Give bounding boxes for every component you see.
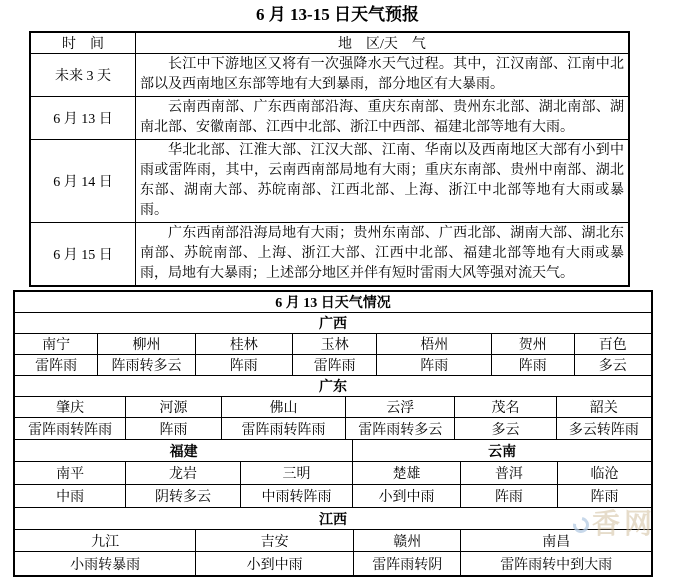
province-label: 云南: [488, 444, 517, 460]
weather-cell: 阵雨: [126, 418, 221, 439]
daily-title-row: [15, 292, 651, 313]
province-row-guangxi: [15, 313, 651, 334]
weather-cell: 阵雨转多云: [98, 355, 195, 375]
weather-cell: 雷阵雨: [15, 355, 98, 375]
city-cell: 南宁: [15, 334, 98, 354]
city-cell: 临沧: [590, 467, 619, 482]
city-cell: 韶关: [589, 401, 618, 416]
province-label: 江西: [319, 512, 347, 528]
province-label: 广西: [319, 317, 347, 332]
province-row-jiangxi: [15, 508, 651, 530]
watermark-text: 香网: [592, 509, 657, 540]
forecast-header-row: [31, 33, 628, 54]
forecast-text-cell: [136, 97, 628, 139]
time-cell: 6 月 14 日: [31, 140, 136, 222]
city-cell: 云浮: [346, 397, 455, 417]
province-row-fujian-yunnan: [15, 440, 651, 462]
province-label: 福建: [15, 440, 353, 461]
weather-cell: 中雨: [15, 485, 126, 507]
weather-row-fujian-yunnan: [15, 485, 651, 508]
daily-title: 6 月 13 日天气情况: [275, 296, 391, 311]
city-row-jiangxi: [15, 530, 651, 552]
forecast-text: 华北北部、江淮大部、江汉大部、江南、华南以及西南地区大部有小到中雨或雷阵雨，其中，云南西南部局地有大雨；重庆东南部、贵州中南部、湖北东部、湖南大部、苏皖南部、江西北部、上海、浙江中北部等地有大雨或暴雨。: [140, 143, 624, 218]
city-row-guangxi: [15, 334, 651, 355]
city-cell: 普洱: [461, 462, 558, 484]
forecast-table: [29, 31, 630, 287]
forecast-row-jun14: [31, 140, 628, 223]
weather-cell: 阴转多云: [126, 485, 240, 507]
city-cell: 梧州: [377, 334, 491, 354]
weather-cell: 多云: [455, 418, 557, 439]
city-cell: 柳州: [98, 334, 195, 354]
forecast-text-cell: [136, 140, 628, 222]
city-cell: 肇庆: [15, 397, 126, 417]
forecast-text-cell: [136, 223, 628, 285]
city-cell: 佛山: [222, 397, 347, 417]
weather-cell: 小到中雨: [196, 552, 354, 575]
province-label: 广东: [319, 380, 347, 395]
weather-cell: 雷阵雨转多云: [346, 418, 455, 439]
weather-cell: 雷阵雨转阵雨: [222, 418, 347, 439]
city-row-fujian-yunnan: [15, 462, 651, 485]
city-cell: 楚雄: [353, 462, 460, 484]
weather-row-guangdong: [15, 418, 651, 440]
city-cell: 吉安: [196, 530, 354, 551]
city-cell: 三明: [241, 462, 354, 484]
city-cell: 百色: [598, 338, 627, 353]
weather-cell: 多云转阵雨: [568, 422, 639, 438]
city-cell: 南平: [15, 462, 126, 484]
forecast-text-cell: [136, 54, 628, 96]
weather-cell: 阵雨: [377, 355, 491, 375]
weather-cell: 雷阵雨转阵雨: [15, 418, 126, 439]
weather-cell: 阵雨: [196, 355, 293, 375]
city-row-guangdong: [15, 397, 651, 418]
forecast-header-time: 时 间: [31, 33, 136, 53]
forecast-row-jun13: [31, 97, 628, 140]
weather-cell: 中雨转阵雨: [241, 485, 354, 507]
province-row-guangdong: [15, 376, 651, 397]
daily-weather-table: [13, 290, 653, 577]
time-cell: 6 月 15 日: [31, 223, 136, 285]
time-cell: 6 月 13 日: [31, 97, 136, 139]
forecast-row-jun15: [31, 223, 628, 285]
weather-cell: 小雨转暴雨: [15, 552, 196, 575]
city-cell: 玉林: [293, 334, 378, 354]
city-cell: 赣州: [354, 530, 461, 551]
weather-cell: 多云: [598, 359, 627, 374]
weather-cell: 阵雨: [590, 490, 619, 505]
weather-row-guangxi: [15, 355, 651, 376]
city-cell: 龙岩: [126, 462, 240, 484]
forecast-text: 云南西南部、广东西南部沿海、重庆东南部、贵州东北部、湖北南部、湖南北部、安徽南部、江西中北部、浙江中西部、福建北部等地有大雨。: [140, 100, 624, 135]
weather-cell: 阵雨: [492, 355, 575, 375]
weather-cell: 雷阵雨转中到大雨: [500, 557, 613, 573]
time-cell: 未来 3 天: [31, 54, 136, 96]
weather-row-jiangxi: [15, 552, 651, 575]
page-title: 6 月 13-15 日天气预报: [256, 5, 419, 24]
city-cell: 南昌: [542, 534, 571, 550]
city-cell: 贺州: [492, 334, 575, 354]
weather-cell: 小到中雨: [353, 485, 460, 507]
weather-cell: 雷阵雨: [293, 355, 378, 375]
weather-cell: 阵雨: [461, 485, 558, 507]
weather-cell: 雷阵雨转阴: [354, 552, 461, 575]
forecast-row-next3days: [31, 54, 628, 97]
city-cell: 茂名: [455, 397, 557, 417]
city-cell: 九江: [15, 530, 196, 551]
forecast-text: 广东西南部沿海局地有大雨；贵州东南部、广西北部、湖南大部、湖北东南部、苏皖南部、上海、浙江大部、江西中北部、福建北部等地有大雨或暴雨，局地有大暴雨；上述部分地区并伴有短时雷雨大风等强对流天气。: [140, 226, 624, 281]
forecast-text: 长江中下游地区又将有一次强降水天气过程。其中，江汉南部、江南中北部以及西南地区东部等地有大到暴雨，部分地区有大暴雨。: [140, 57, 624, 92]
forecast-header-region: 地 区/天 气: [338, 37, 426, 52]
city-cell: 河源: [126, 397, 221, 417]
city-cell: 桂林: [196, 334, 293, 354]
